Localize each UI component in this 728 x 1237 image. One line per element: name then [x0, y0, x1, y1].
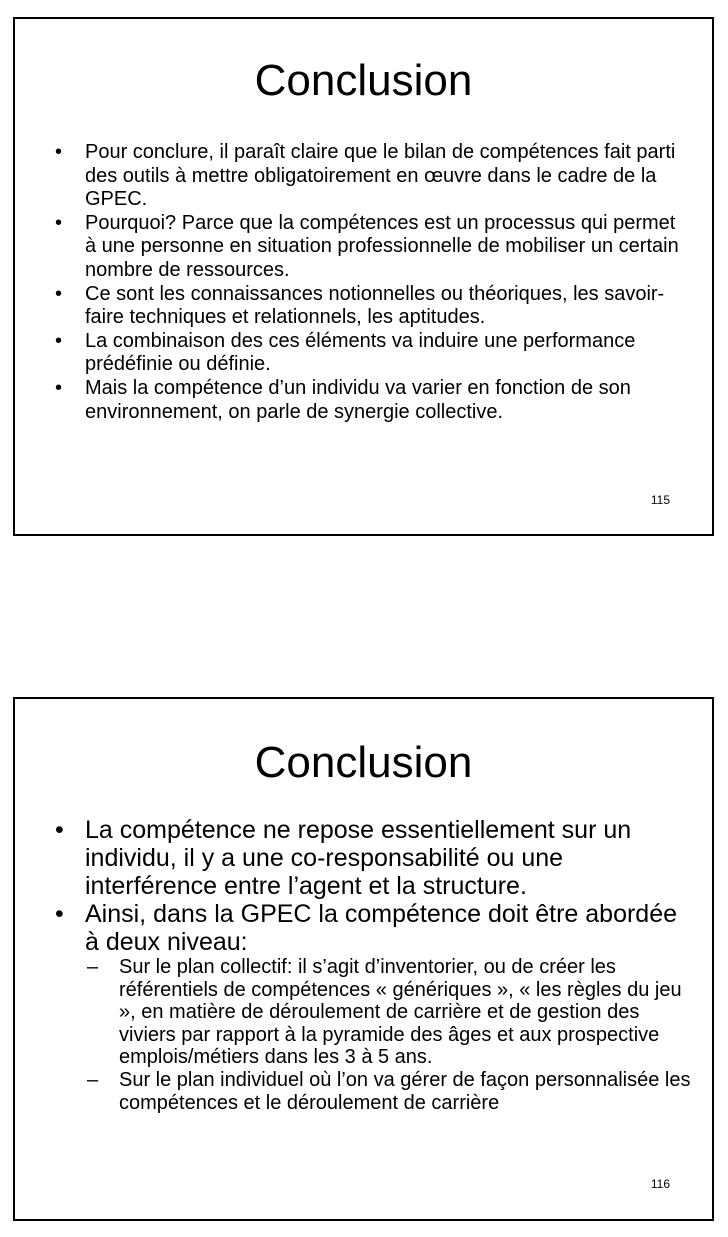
bullet-text: Ainsi, dans la GPEC la compétence doit être abordée à deux niveau: [85, 900, 678, 956]
slide-115 [13, 17, 714, 536]
page-number: 116 [650, 1177, 670, 1191]
sub-bullet-item: – Sur le plan collectif: il s’agit d’inventorier, ou de créer les référentiels de compétences « génériques », « les règles du jeu », en matière de déroulement de carrière et de gestion des viviers par rapport à la pyramide des âges et aux prospective emplois/métiers dans les 3 à 5 ans. [87, 956, 692, 1069]
bullet-list [55, 816, 692, 1114]
bullet-item [55, 900, 692, 1114]
slide-title: Conclusion [254, 738, 473, 787]
bullet-item: • Ce sont les connaissances notionnelles ou théoriques, les savoir-faire techniques et relationnels, les aptitudes. [55, 283, 692, 330]
slide-title: Conclusion [254, 56, 473, 105]
bullet-item: • La combinaison des ces éléments va induire une performance prédéfinie ou définie. [55, 330, 692, 377]
bullet-item: • Mais la compétence d’un individu va varier en fonction de son environnement, on parle de synergie collective. [55, 377, 692, 424]
sub-bullet-list [85, 956, 692, 1114]
slide-116 [13, 697, 714, 1221]
page-number: 115 [650, 493, 670, 507]
bullet-list [55, 141, 692, 424]
bullet-item: • Pour conclure, il paraît claire que le bilan de compétences fait parti des outils à mettre obligatoirement en œuvre dans le cadre de la GPEC. [55, 141, 692, 212]
bullet-item: • Pourquoi? Parce que la compétences est un processus qui permet à une personne en situation professionnelle de mobiliser un certain nombre de ressources. [55, 212, 692, 283]
sub-bullet-item: – Sur le plan individuel où l’on va gérer de façon personnalisée les compétences et le déroulement de carrière [87, 1069, 692, 1114]
bullet-item: • La compétence ne repose essentiellement sur un individu, il y a une co-responsabilité ou une interférence entre l’agent et la structure. [55, 816, 692, 900]
